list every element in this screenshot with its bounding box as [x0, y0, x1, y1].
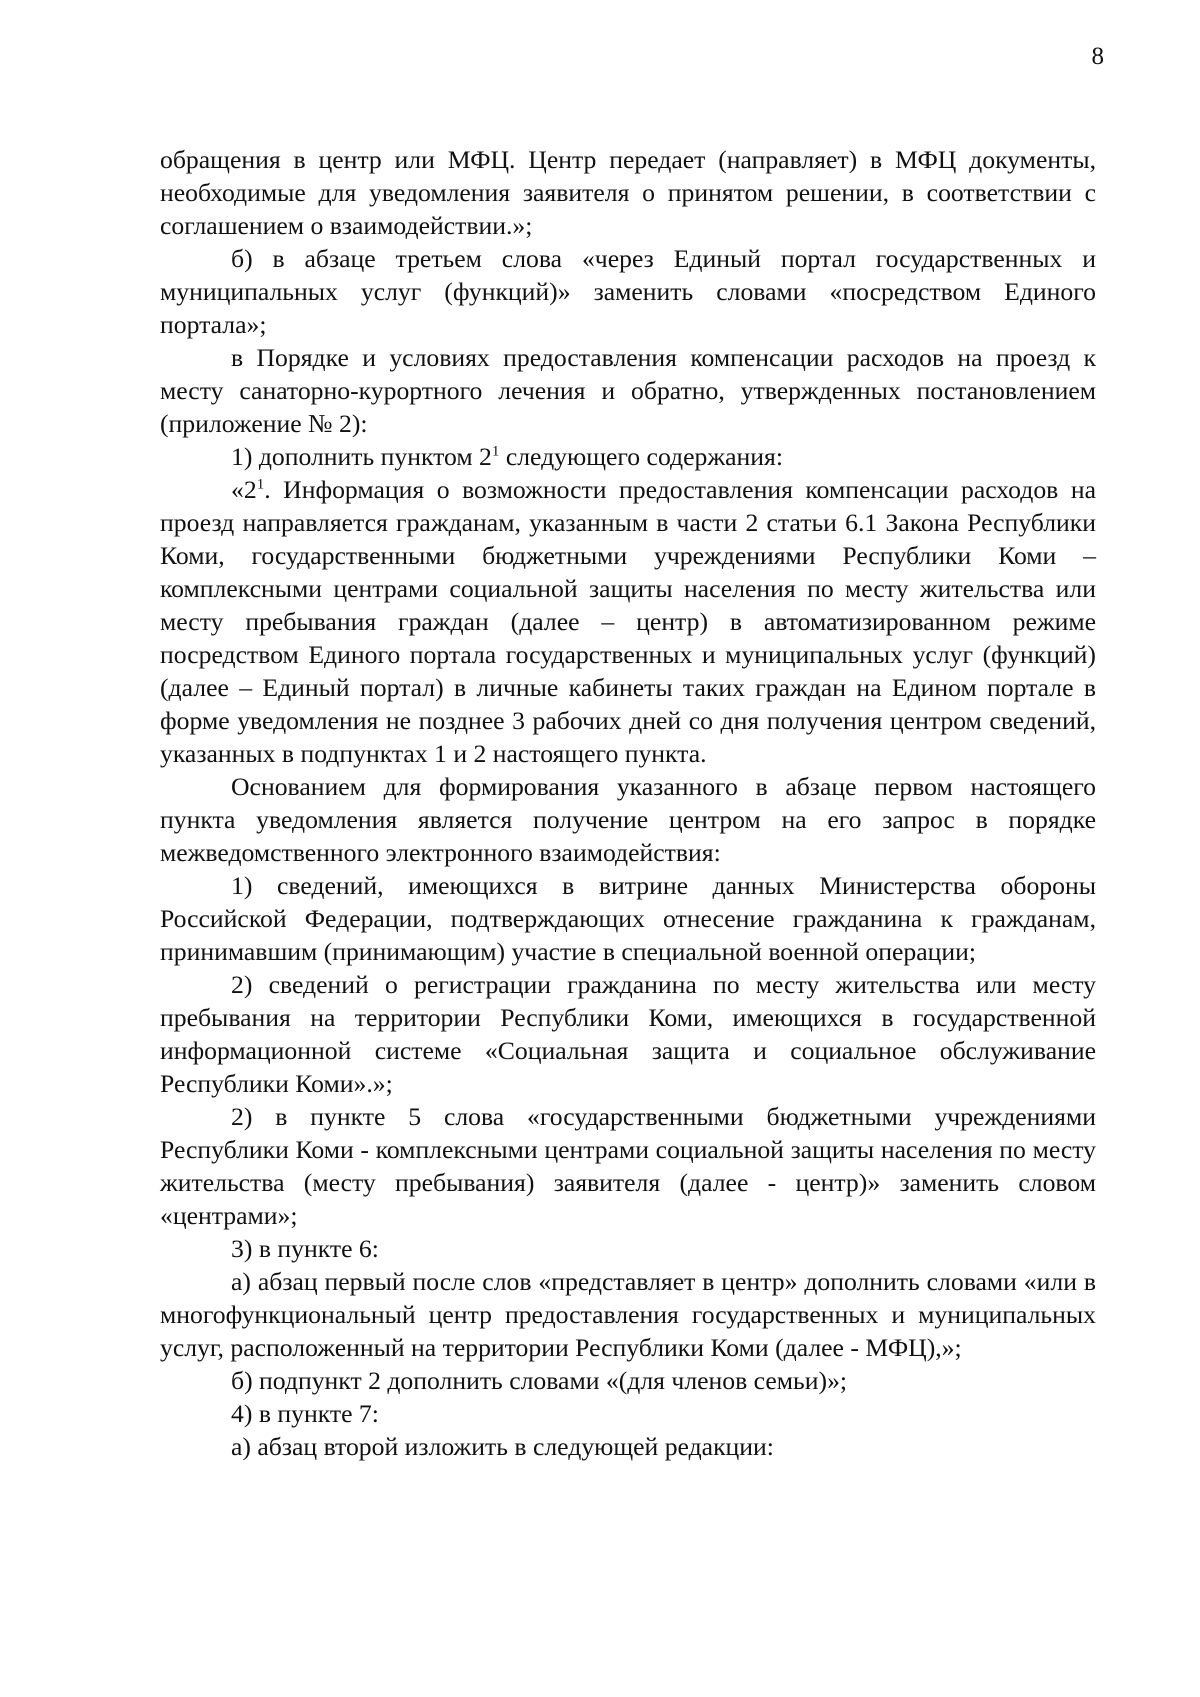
paragraph-10: 3) в пункте 6: [231, 1234, 379, 1263]
paragraph-7: 1) сведений, имеющихся в витрине данных Министерства обороны Российской Федерации, подтверждающих отнесение гражданина к гражданам, принимавшим (принимающим) участие в специальной военной операции; [160, 871, 1096, 966]
paragraph-4-text-end: следующего содержания: [499, 442, 783, 471]
page-number: 8 [1091, 43, 1104, 70]
paragraph-13: 4) в пункте 7: [231, 1399, 379, 1428]
paragraph-11: а) абзац первый после слов «представляет в центр» дополнить словами «или в многофункциональный центр предоставления государственных и муниципальных услуг, расположенный на территории Республики Коми (далее - МФЦ),»; [160, 1267, 1096, 1362]
superscript-1: 1 [491, 443, 500, 460]
paragraph-4 [160, 440, 1096, 473]
paragraph-4-text: 1) дополнить пунктом 2 [231, 442, 492, 471]
paragraph-5 [160, 473, 1096, 770]
paragraph-5-text: . Информация о возможности предоставления компенсации расходов на проезд направляется гражданам, указанным в части 2 статьи 6.1 Закона Республики Коми, государственными бюджетными учреждениями Республики Коми – комплексными центрами социальной защиты населения по месту жительства или месту пребывания граждан (далее – центр) в автоматизированном режиме посредством Единого портала государственных и муниципальных услуг (функций) (далее – Единый портал) в личные кабинеты таких граждан на Едином портале в форме уведомления не позднее 3 рабочих дней со дня получения центром сведений, указанных в подпунктах 1 и 2 настоящего пункта. [160, 475, 1096, 768]
paragraph-6: Основанием для формирования указанного в абзаце первом настоящего пункта уведомления является получение центром на его запрос в порядке межведомственного электронного взаимодействия: [160, 772, 1096, 867]
paragraph-9: 2) в пункте 5 слова «государственными бюджетными учреждениями Республики Коми - комплексными центрами социальной защиты населения по месту жительства (месту пребывания) заявителя (далее - центр)» заменить словом «центрами»; [160, 1102, 1096, 1230]
paragraph-12: б) подпункт 2 дополнить словами «(для членов семьи)»; [231, 1366, 848, 1395]
paragraph-5-start: «2 [231, 475, 257, 504]
paragraph-14: а) абзац второй изложить в следующей редакции: [231, 1432, 774, 1461]
paragraph-3: в Порядке и условиях предоставления компенсации расходов на проезд к месту санаторно-курортного лечения и обратно, утвержденных постановлением (приложение № 2): [160, 343, 1096, 438]
document-body [160, 143, 1096, 1463]
paragraph-1: обращения в центр или МФЦ. Центр передает (направляет) в МФЦ документы, необходимые для уведомления заявителя о принятом решении, в соответствии с соглашением о взаимодействии.»; [160, 145, 1096, 240]
paragraph-2: б) в абзаце третьем слова «через Единый портал государственных и муниципальных услуг (функций)» заменить словами «посредством Единого портала»; [160, 244, 1096, 339]
superscript-2: 1 [256, 476, 265, 493]
paragraph-8: 2) сведений о регистрации гражданина по месту жительства или месту пребывания на территории Республики Коми, имеющихся в государственной информационной системе «Социальная защита и социальное обслуживание Республики Коми».»; [160, 970, 1096, 1098]
